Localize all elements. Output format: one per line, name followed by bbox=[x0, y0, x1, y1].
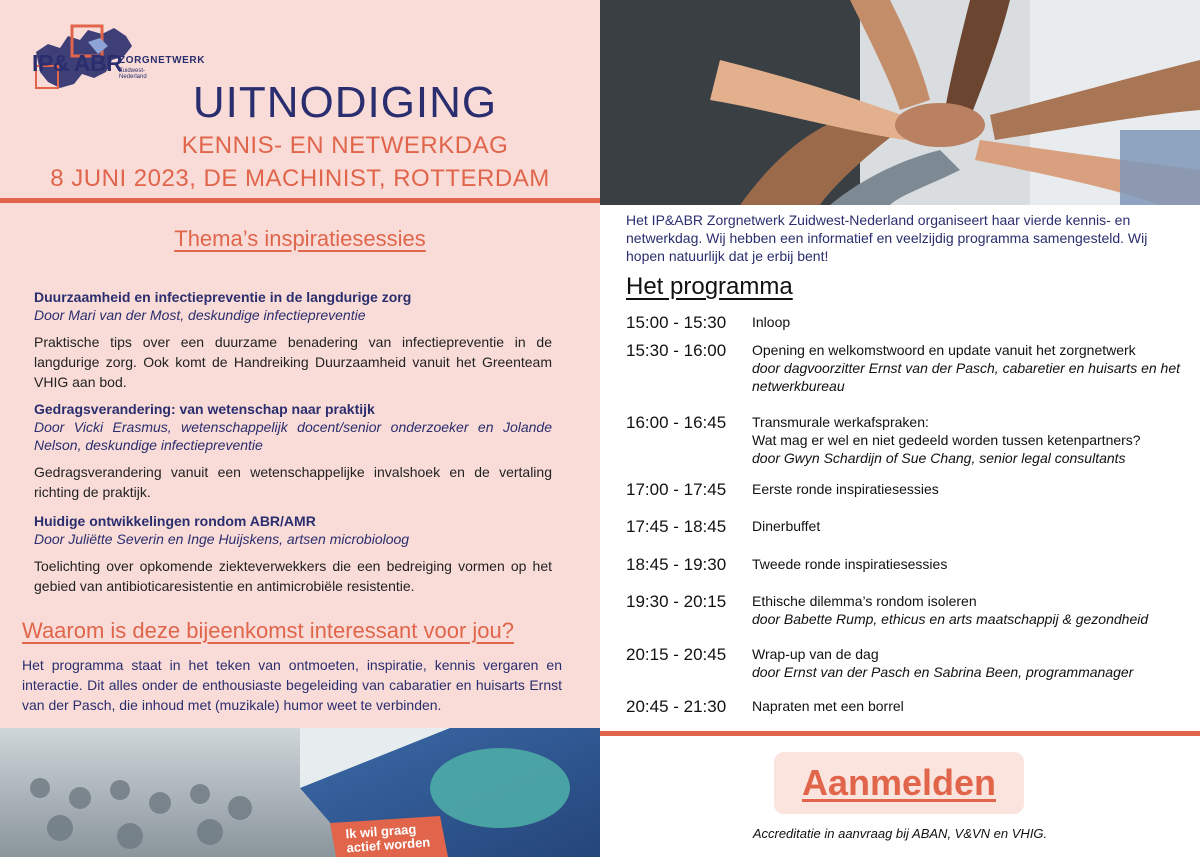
accreditation-note: Accreditatie in aanvraag bij ABAN, V&VN en VHIG. bbox=[752, 826, 1048, 841]
session-description: Toelichting over opkomende ziekteverwekkers die een bedreiging vormen op het gebied van antibioticaresistentie en antimicrobiële resistentie. bbox=[34, 558, 552, 594]
session-item bbox=[34, 288, 552, 392]
session-title: Duurzaamheid en infectiepreventie in de langdurige zorg bbox=[34, 289, 412, 305]
collage-image bbox=[0, 728, 600, 857]
session-speakers: Door Juliëtte Severin en Inge Huijskens, artsen microbioloog bbox=[34, 531, 410, 547]
session-item bbox=[34, 512, 552, 596]
why-text: Het programma staat in het teken van ontmoeten, inspiratie, kennis vergaren en interactie. Dit alles onder de enthousiaste begeleiding van cabaratier en huisarts Ernst van der Pasch, die inhoud met (muzikale) humor weet te verbinden. bbox=[22, 657, 562, 713]
right-panel bbox=[600, 0, 1200, 857]
program-activity-line: Eerste ronde inspiratiesessies bbox=[752, 481, 939, 497]
session-title: Gedragsverandering: van wetenschap naar praktijk bbox=[34, 401, 375, 417]
logo-region: Zuidwest-Nederland bbox=[119, 68, 147, 80]
stacked-hands-photo bbox=[600, 0, 1200, 205]
program-speakers: door Ernst van der Pasch en Sabrina Been, programmanager bbox=[752, 664, 1134, 680]
why-heading: Waarom is deze bijeenkomst interessant voor jou? bbox=[22, 618, 514, 643]
register-button[interactable]: Aanmelden bbox=[774, 752, 1024, 814]
divider bbox=[600, 731, 1200, 736]
session-title: Huidige ontwikkelingen rondom ABR/AMR bbox=[34, 513, 316, 529]
intro-text: Het IP&ABR Zorgnetwerk Zuidwest-Nederland organiseert haar vierde kennis- en netwerkdag. Wij hebben een informatief en veelzijdig programma samengesteld. Wij hopen natuurlijk dat je erbij bent! bbox=[626, 212, 1148, 264]
session-description: Praktische tips over een duurzame benadering van infectiepreventie in de langdurige zorg. Ook komt de Handreiking Duurzaamheid vanuit het Greenteam VHIG aan bod. bbox=[34, 334, 552, 390]
program-activity bbox=[752, 341, 1182, 395]
hero-image bbox=[600, 0, 1200, 205]
event-date-location: 8 JUNI 2023, DE MACHINIST, ROTTERDAM bbox=[50, 165, 550, 192]
program-time: 19:30 - 20:15 bbox=[626, 592, 727, 611]
program-heading: Het programma bbox=[626, 273, 793, 300]
program-activity-line: Wat mag er wel en niet gedeeld worden tussen ketenpartners? bbox=[752, 432, 1141, 448]
photo-collage bbox=[0, 728, 600, 857]
program-time: 20:45 - 21:30 bbox=[626, 697, 727, 716]
session-speakers: Door Vicki Erasmus, wetenschappelijk docent/senior onderzoeker en Jolande Nelson, deskundige infectiepreventie bbox=[34, 419, 552, 453]
program-activity bbox=[752, 592, 1182, 628]
logo-subtitle: ZORGNETWERK bbox=[119, 55, 206, 66]
program-speakers: door Babette Rump, ethicus en arts maatschappij & gezondheid bbox=[752, 611, 1149, 627]
program-time: 15:30 - 16:00 bbox=[626, 341, 727, 360]
program-speakers: door Gwyn Schardijn of Sue Chang, senior legal consultants bbox=[752, 450, 1126, 466]
program-time: 17:00 - 17:45 bbox=[626, 480, 727, 499]
session-description: Gedragsverandering vanuit een wetenschappelijke invalshoek en de vertaling richting de praktijk. bbox=[34, 464, 552, 500]
program-activity-line: Ethische dilemma’s rondom isoleren bbox=[752, 593, 977, 609]
program-time: 18:45 - 19:30 bbox=[626, 555, 727, 574]
program-activity-line: Inloop bbox=[752, 314, 791, 330]
program-activity-line: Wrap-up van de dag bbox=[752, 646, 879, 662]
program-activity bbox=[752, 517, 1182, 535]
program-time: 15:00 - 15:30 bbox=[626, 313, 727, 332]
themes-heading: Thema’s inspiratiesessies bbox=[174, 226, 426, 251]
program-time: 16:00 - 16:45 bbox=[626, 413, 727, 432]
page-title: UITNODIGING bbox=[192, 78, 498, 127]
session-item bbox=[34, 400, 552, 502]
program-activity-line: Tweede ronde inspiratiesessies bbox=[752, 556, 948, 572]
session-speakers: Door Mari van der Most, deskundige infectiepreventie bbox=[34, 307, 366, 323]
program-activity bbox=[752, 555, 1182, 573]
divider bbox=[0, 198, 600, 203]
program-activity-line: Dinerbuffet bbox=[752, 518, 821, 534]
collage-sign-text: Ik wil graag actief worden bbox=[345, 821, 431, 856]
program-activity-line: Napraten met een borrel bbox=[752, 698, 904, 714]
program-activity bbox=[752, 645, 1182, 681]
program-activity bbox=[752, 313, 1182, 331]
program-activity bbox=[752, 480, 1182, 498]
program-activity-line: Opening en welkomstwoord en update vanuit het zorgnetwerk bbox=[752, 342, 1136, 358]
program-activity bbox=[752, 697, 1182, 715]
program-activity bbox=[752, 413, 1182, 467]
program-time: 17:45 - 18:45 bbox=[626, 517, 727, 536]
event-subtitle: KENNIS- EN NETWERKDAG bbox=[181, 132, 509, 159]
program-speakers: door dagvoorzitter Ernst van der Pasch, cabaretier en huisarts en het netwerkbureau bbox=[752, 360, 1181, 394]
program-activity-line: Transmurale werkafspraken: bbox=[752, 414, 929, 430]
program-time: 20:15 - 20:45 bbox=[626, 645, 727, 664]
logo-brand: IP& ABR bbox=[32, 50, 123, 76]
